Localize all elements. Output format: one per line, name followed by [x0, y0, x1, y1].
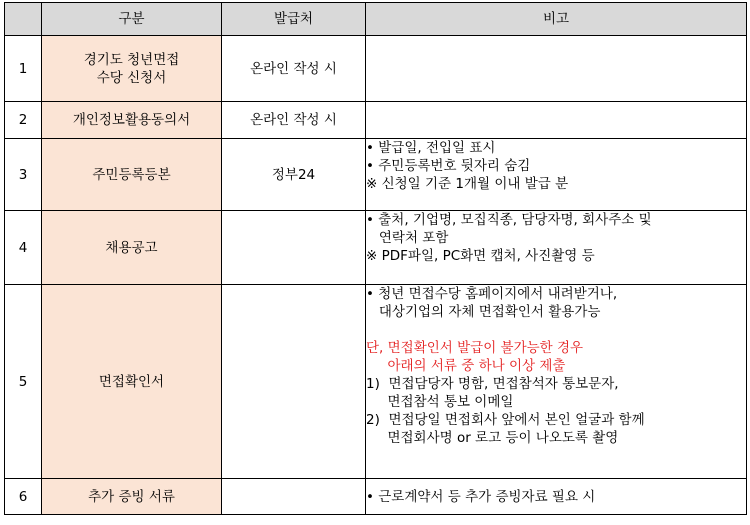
category-line: 경기도 청년면접	[83, 51, 180, 68]
note-line: • 주민등록번호 뒷자리 숨김	[366, 158, 531, 174]
header-category: 구분	[42, 3, 222, 36]
note-line: 연락처 포함	[366, 230, 449, 246]
row-number: 3	[5, 139, 42, 211]
note-cell	[366, 211, 747, 285]
table-row	[5, 211, 747, 285]
note-line: • 발급일, 전입일 표시	[366, 140, 496, 156]
category-line: 추가 증빙 서류	[88, 488, 175, 505]
issuer-cell	[222, 211, 366, 285]
header-row	[5, 3, 747, 36]
row-number: 1	[5, 36, 42, 102]
note-line: ※ 신청일 기준 1개월 이내 발급 분	[366, 176, 569, 192]
row-number: 5	[5, 285, 42, 479]
category-line: 주민등록등본	[92, 166, 171, 183]
issuer-cell: 정부24	[222, 139, 366, 211]
note-cell	[366, 139, 747, 211]
row-number: 2	[5, 102, 42, 139]
header-issuer: 발급처	[222, 3, 366, 36]
category-cell	[42, 36, 222, 102]
documents-table	[4, 2, 747, 515]
category-line: 면접확인서	[98, 373, 165, 390]
issuer-cell: 온라인 작성 시	[222, 36, 366, 102]
note-cell	[366, 36, 747, 102]
note-warning-line: 단, 면접확인서 발급이 불가능한 경우	[366, 340, 584, 356]
row-number: 4	[5, 211, 42, 285]
note-line: 대상기업의 자체 면접확인서 활용가능	[366, 304, 601, 320]
table-row	[5, 139, 747, 211]
category-line: 수당 신청서	[96, 69, 167, 86]
note-line: 2) 면접당일 면접회사 앞에서 본인 얼굴과 함께	[366, 412, 645, 428]
note-line: 1) 면접담당자 명함, 면접참석자 통보문자,	[366, 376, 619, 392]
issuer-cell	[222, 285, 366, 479]
note-line: • 근로계약서 등 추가 증빙자료 필요 시	[366, 488, 596, 505]
category-cell	[42, 285, 222, 479]
note-cell	[366, 285, 747, 479]
header-note: 비고	[366, 3, 747, 36]
issuer-cell: 온라인 작성 시	[222, 102, 366, 139]
table-row	[5, 479, 747, 515]
table-row	[5, 36, 747, 102]
issuer-cell	[222, 479, 366, 515]
note-cell	[366, 102, 747, 139]
category-cell	[42, 139, 222, 211]
note-spacer	[366, 321, 746, 339]
note-line: • 출처, 기업명, 모집직종, 담당자명, 회사주소 및	[366, 212, 652, 228]
category-cell	[42, 479, 222, 515]
table-row	[5, 285, 747, 479]
note-line: 면접회사명 or 로고 등이 나오도록 촬영	[366, 430, 619, 446]
table-row	[5, 102, 747, 139]
note-line: ※ PDF파일, PC화면 캡처, 사진촬영 등	[366, 248, 595, 264]
note-line: • 청년 면접수당 홈페이지에서 내려받거나,	[366, 286, 618, 302]
category-cell	[42, 102, 222, 139]
row-number: 6	[5, 479, 42, 515]
category-cell	[42, 211, 222, 285]
category-line: 개인정보활용동의서	[72, 112, 191, 128]
note-warning-line: 아래의 서류 중 하나 이상 제출	[366, 358, 566, 374]
note-line: 면접참석 통보 이메일	[366, 394, 514, 410]
category-line: 채용공고	[105, 239, 158, 256]
note-cell	[366, 479, 747, 515]
header-no	[5, 3, 42, 36]
